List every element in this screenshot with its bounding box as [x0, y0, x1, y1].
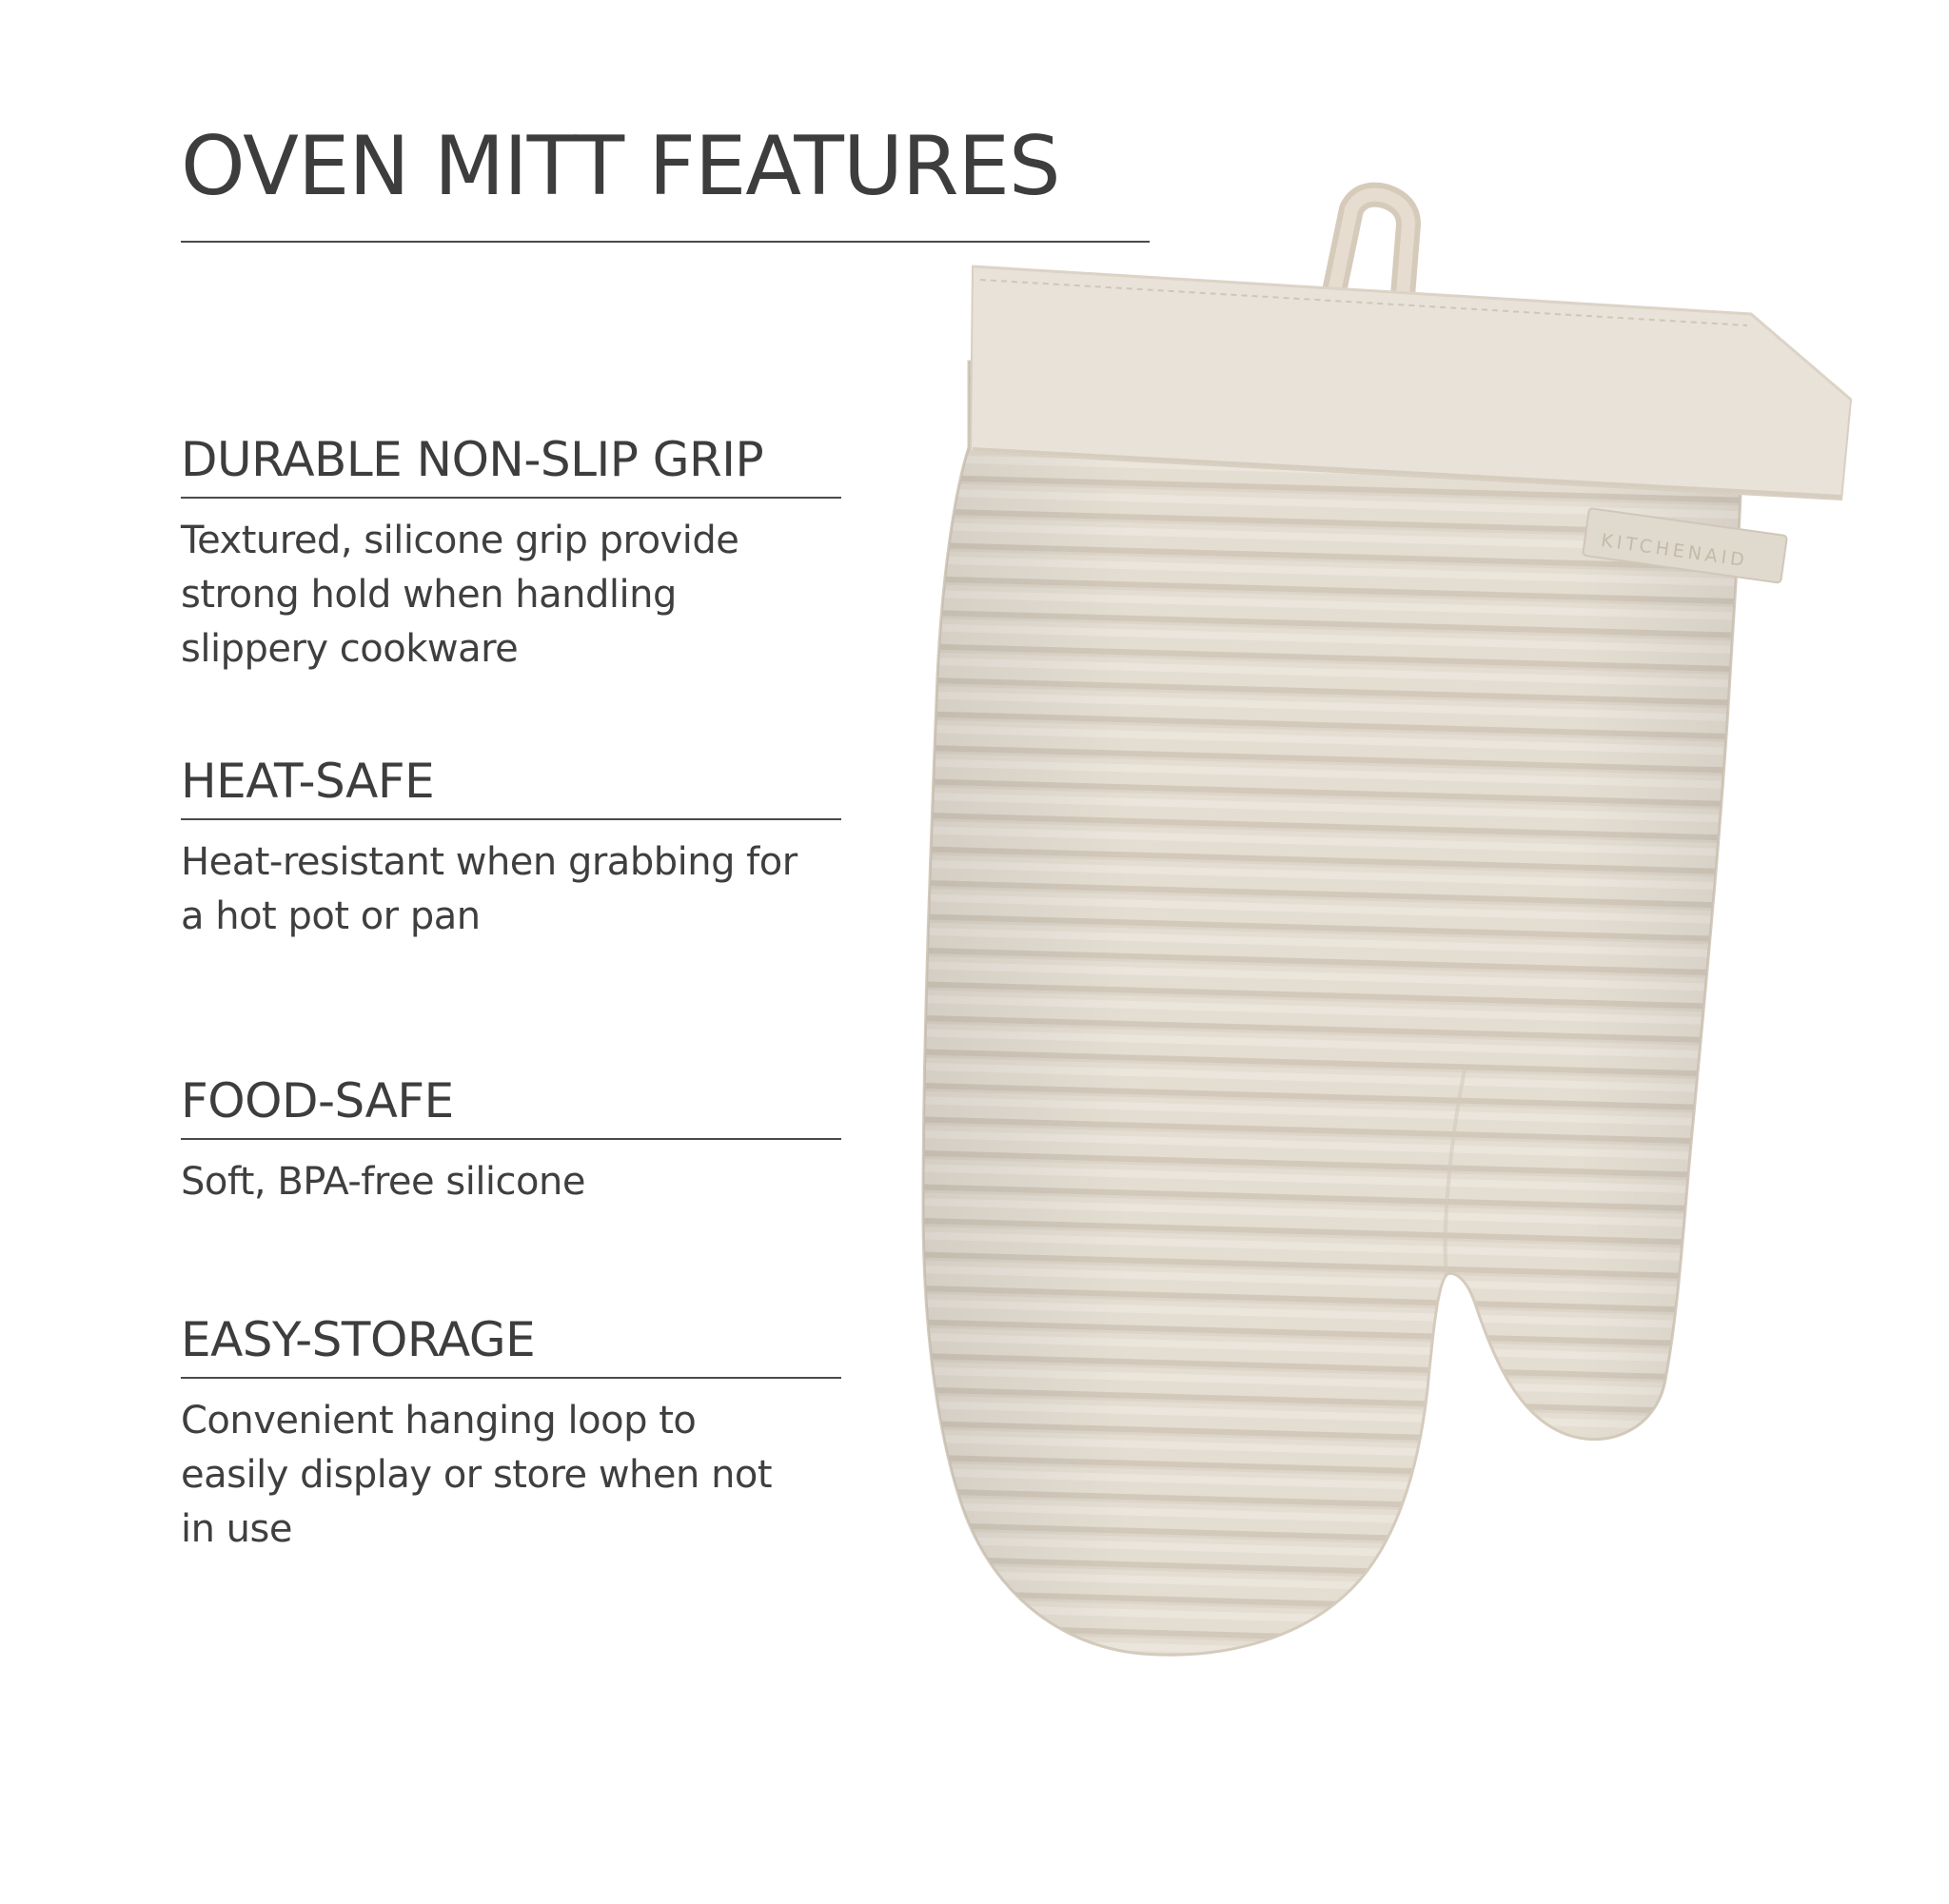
- feature-description: Soft, BPA-free silicone: [181, 1159, 585, 1204]
- feature-heat-safe: [181, 755, 847, 944]
- feature-description: Textured, silicone grip provide strong hold when handling slippery cookware: [181, 518, 739, 671]
- page-title: OVEN MITT FEATURES: [181, 119, 1060, 214]
- feature-divider: [181, 1377, 841, 1379]
- feature-divider: [181, 497, 841, 499]
- oven-mitt-image: [904, 181, 1894, 1684]
- feature-divider: [181, 1138, 841, 1140]
- feature-grip: [181, 433, 847, 677]
- feature-description: Convenient hanging loop to easily display or store when not in use: [181, 1398, 773, 1551]
- feature-heading: FOOD-SAFE: [181, 1073, 454, 1129]
- feature-heading: EASY-STORAGE: [181, 1312, 536, 1367]
- feature-easy-storage: [181, 1313, 847, 1557]
- feature-description: Heat-resistant when grabbing for a hot pot or pan: [181, 839, 797, 938]
- feature-divider: [181, 818, 841, 820]
- feature-food-safe: [181, 1074, 847, 1209]
- brand-tag-label: KITCHENAID: [1599, 530, 1750, 572]
- oven-mitt-illustration: [904, 181, 1894, 1684]
- feature-heading: HEAT-SAFE: [181, 754, 435, 809]
- feature-heading: DURABLE NON-SLIP GRIP: [181, 432, 764, 487]
